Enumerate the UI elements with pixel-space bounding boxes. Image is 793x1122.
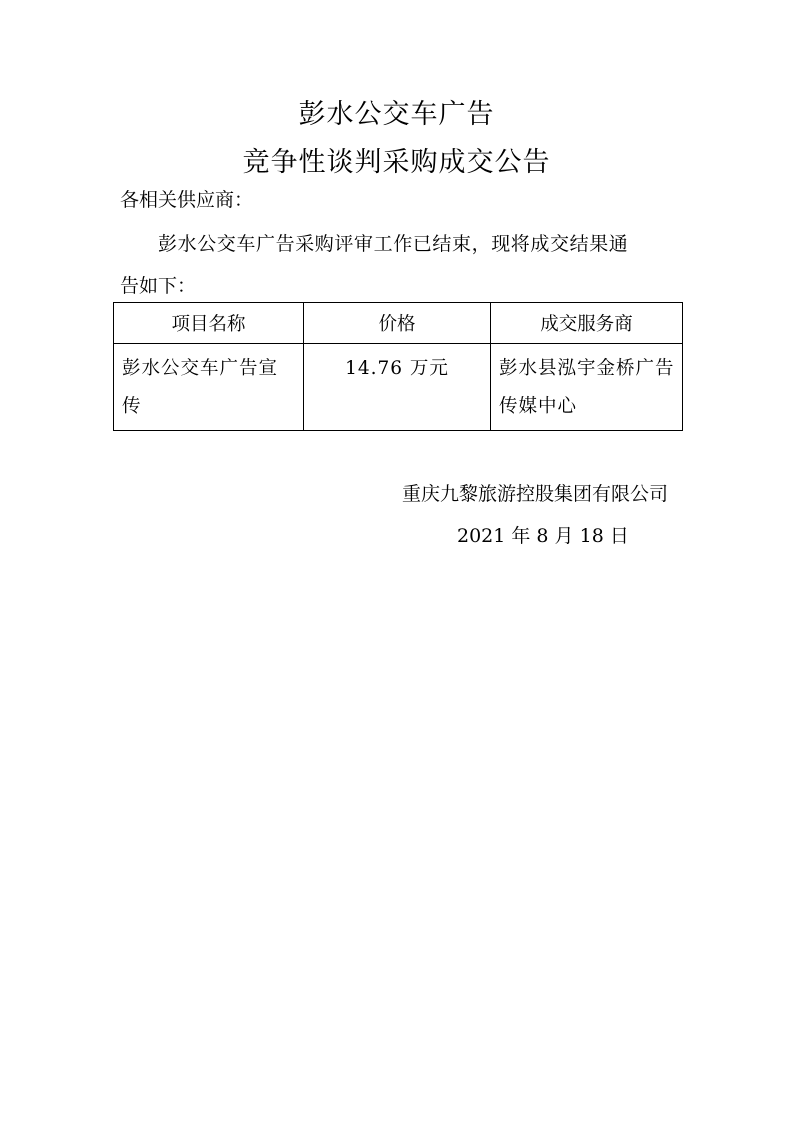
cell-vendor [491,344,683,431]
table-row [114,344,683,431]
cell-price [304,344,491,431]
announcement-paragraph-line-2: 告如下： [120,275,197,297]
header-project-name: 项目名称 [114,303,304,344]
header-price: 价格 [304,303,491,344]
title-line-1: 彭水公交车广告 [298,99,495,130]
signer-organization: 重庆九黎旅游控股集团有限公司 [401,483,668,505]
header-vendor: 成交服务商 [491,303,683,344]
project-name-text: 彭水公交车广告宣传 [122,358,279,417]
salutation: 各相关供应商： [120,189,254,211]
vendor-text: 彭水县泓宇金桥广告传媒中心 [499,358,675,417]
cell-project-name [114,344,304,431]
title-line-2: 竞争性谈判采购成交公告 [242,147,551,178]
price-text: 14.76 万元 [345,358,449,379]
announcement-paragraph-line-1: 彭水公交车广告采购评审工作已结束，现将成交结果通 [158,233,629,255]
table-header-row [114,303,683,344]
result-table [113,302,683,431]
announcement-date: 2021 年 8 月 18 日 [457,525,629,547]
